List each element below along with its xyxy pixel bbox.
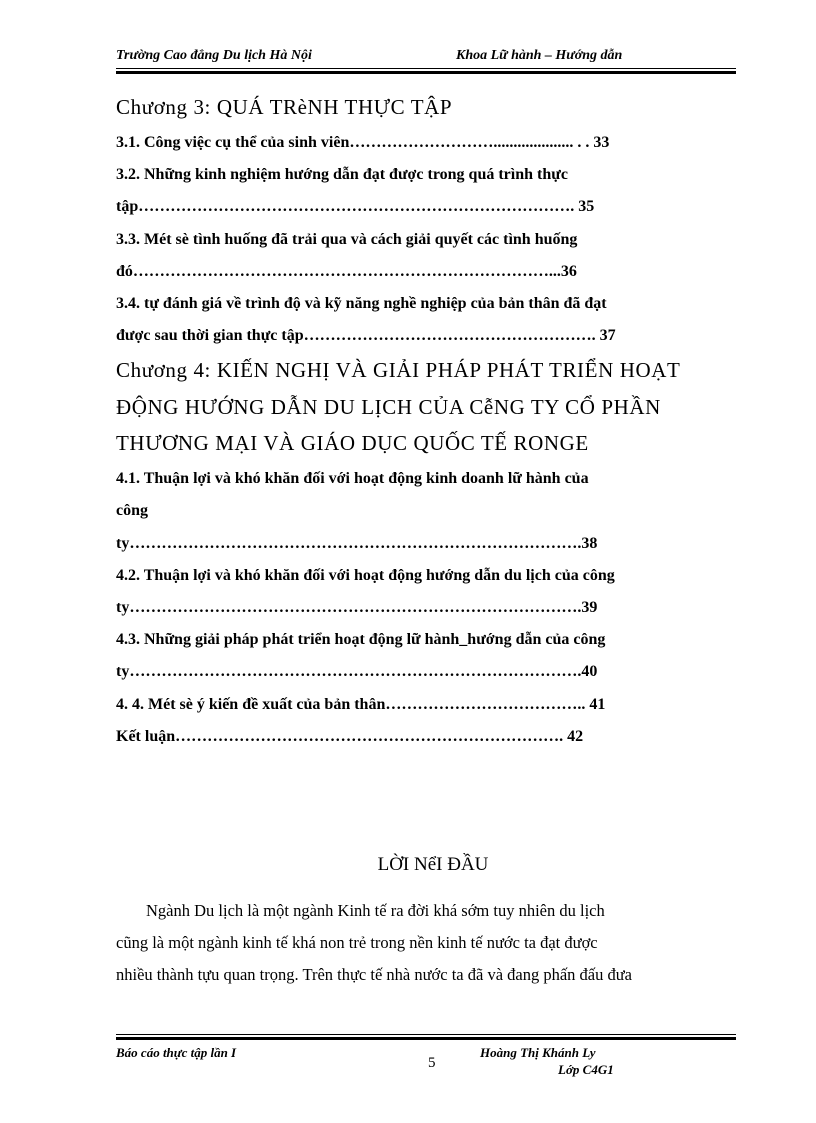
toc-item-3-3-line2: đó……………………………………………………………………...36 — [116, 263, 577, 280]
footer-rule-thick — [116, 1037, 736, 1040]
chapter-3-title: Chương 3: QUÁ TRèNH THỰC TẬP — [116, 95, 453, 119]
toc-item-3-4-line1: 3.4. tự đánh giá về trình độ và kỹ năng nghề nghiệp của bản thân đã đạt — [116, 295, 607, 312]
toc-item-3-4-line2: được sau thời gian thực tập………………………………………………. 37 — [116, 327, 616, 344]
footer-rule-thin — [116, 1034, 736, 1035]
header-school-name: Trường Cao đẳng Du lịch Hà Nội — [116, 48, 312, 63]
preface-title: LỜI NểI ĐẦU — [377, 854, 489, 875]
toc-item-4-2-line1: 4.2. Thuận lợi và khó khăn đối với hoạt động hướng dẫn du lịch của công — [116, 567, 615, 584]
toc-item-4-3-line1: 4.3. Những giải pháp phát triển hoạt động lữ hành_hướng dẫn của công — [116, 631, 606, 648]
toc-item-3-2-line1: 3.2. Những kinh nghiệm hướng dẫn đạt được trong quá trình thực — [116, 166, 568, 183]
chapter-4-title-line2: ĐỘNG HƯỚNG DẪN DU LỊCH CỦA CễNG TY CỔ PHẦN — [116, 395, 661, 419]
toc-item-3-2-line2: tập………………………………………………………………………. 35 — [116, 198, 595, 215]
toc-item-4-1-line1: 4.1. Thuận lợi và khó khăn đối với hoạt động kinh doanh lữ hành của — [116, 470, 589, 487]
header-rule-thick — [116, 71, 736, 74]
toc-item-conclusion: Kết luận………………………………………………………………. 42 — [116, 728, 584, 745]
toc-item-4-1-line3: ty………………………………………………………………………….38 — [116, 535, 598, 552]
header-faculty-name: Khoa Lữ hành – Hướng dẫn — [456, 48, 623, 63]
toc-item-3-3-line1: 3.3. Mét sè tình huống đã trải qua và cách giải quyết các tình huống — [116, 231, 578, 248]
page-number: 5 — [428, 1055, 436, 1071]
toc-item-4-1-line2: công — [116, 502, 148, 519]
toc-item-4-2-line2: ty………………………………………………………………………….39 — [116, 599, 598, 616]
chapter-4-title-line3: THƯƠNG MẠI VÀ GIÁO DỤC QUỐC TẾ RONGE — [116, 431, 589, 455]
preface-line-3: nhiều thành tựu quan trọng. Trên thực tế nhà nước ta đã và đang phấn đấu đưa — [116, 965, 633, 984]
footer-class: Lớp C4G1 — [558, 1062, 614, 1077]
toc-item-3-1: 3.1. Công việc cụ thể của sinh viên……………………….................... . . 33 — [116, 134, 610, 151]
footer-report-title: Báo cáo thực tập lần I — [116, 1045, 237, 1060]
chapter-4-title-line1: Chương 4: KIẾN NGHỊ VÀ GIẢI PHÁP PHÁT TRIỂN HOẠT — [116, 358, 681, 382]
toc-item-4-4: 4. 4. Mét sè ý kiến đề xuất của bản thân……………………………….. 41 — [116, 696, 606, 713]
preface-line-1: Ngành Du lịch là một ngành Kinh tế ra đời khá sớm tuy nhiên du lịch — [146, 901, 605, 920]
toc-item-4-3-line2: ty………………………………………………………………………….40 — [116, 663, 598, 680]
header-rule-thin — [116, 68, 736, 69]
preface-line-2: cũng là một ngành kinh tế khá non trẻ trong nền kinh tế nước ta đạt được — [116, 933, 598, 952]
footer-author: Hoàng Thị Khánh Ly — [480, 1045, 596, 1060]
